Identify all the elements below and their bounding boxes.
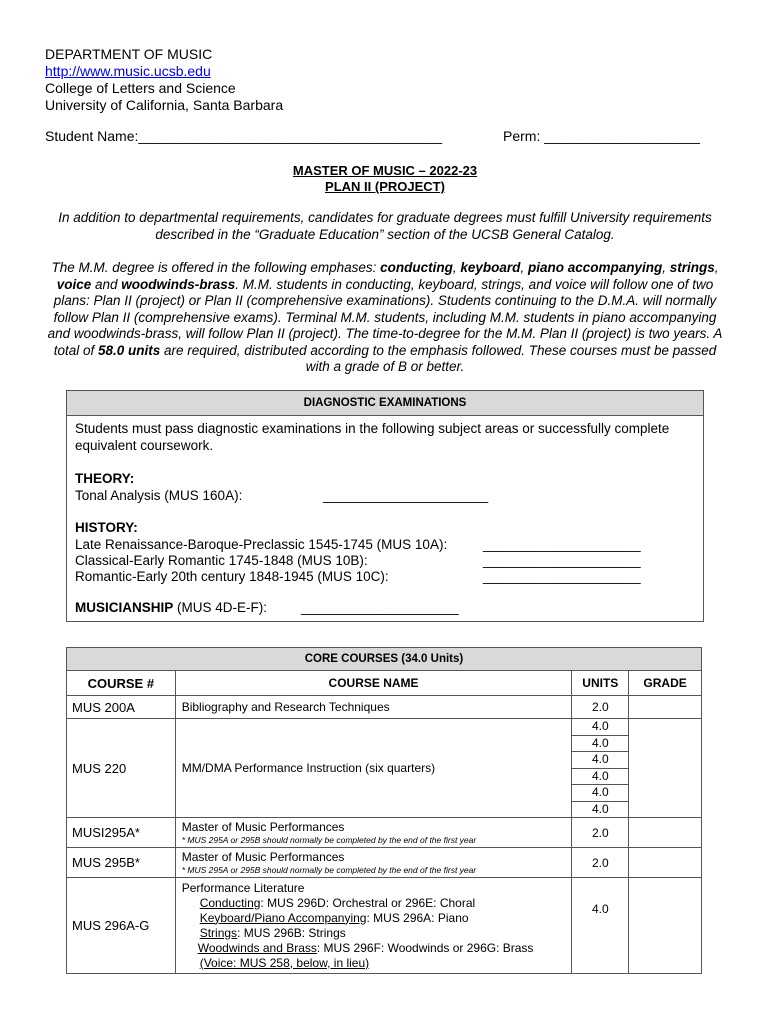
history-blank[interactable]: _____________________ (483, 553, 641, 568)
history-blank[interactable]: _____________________ (483, 569, 641, 584)
intro-paragraph: In addition to departmental requirements, candidates for graduate degrees must fulfill University requirements described in the “Graduate Education” section of the UCSB General Catalog. (58, 210, 712, 242)
document-title: MASTER OF MUSIC – 2022-23 (292, 163, 478, 178)
course-note: * MUS 295A or 295B should normally be completed by the end of the first year (181, 865, 477, 875)
unit-value: 4.0 (572, 736, 628, 753)
table-row (67, 848, 702, 878)
grade-cell[interactable] (629, 696, 702, 719)
diagnostic-intro: Students must pass diagnostic examinations in the following subject areas or successfully complete equivalent coursework. (75, 421, 670, 453)
unit-value: 4.0 (572, 719, 628, 736)
musicianship-label: MUSICIANSHIP (75, 600, 174, 615)
history-blank[interactable]: _____________________ (483, 537, 641, 552)
department-name: DEPARTMENT OF MUSIC (45, 46, 213, 62)
musicianship-item: (MUS 4D-E-F): (173, 600, 268, 615)
theory-blank[interactable]: ______________________ (323, 488, 489, 503)
grade-cell[interactable] (629, 848, 702, 878)
emphasis-line: Conducting: MUS 296D: Orchestral or 296E: Choral (199, 895, 476, 910)
history-label: HISTORY: (75, 520, 138, 535)
course-note: * MUS 295A or 295B should normally be completed by the end of the first year (181, 835, 477, 845)
perm-field[interactable]: Perm: ____________________ (503, 128, 700, 144)
course-code: MUS 200A (67, 696, 176, 719)
grade-cell[interactable] (629, 719, 702, 818)
course-name: Bibliography and Research Techniques (175, 696, 572, 719)
emphasis-line: Keyboard/Piano Accompanying: MUS 296A: Piano (199, 910, 469, 925)
table-row (67, 878, 702, 974)
course-code: MUS 295B* (67, 848, 176, 878)
department-url-link[interactable]: http://www.music.ucsb.edu (45, 63, 211, 79)
theory-label: THEORY: (75, 471, 135, 486)
course-code: MUSI295A* (67, 818, 176, 848)
course-units: 2.0 (572, 818, 629, 848)
unit-value: 4.0 (572, 752, 628, 769)
history-item: Classical-Early Romantic 1745-1848 (MUS 10B): (75, 553, 368, 568)
course-units: 4.0 (572, 878, 629, 974)
course-code: MUS 296A-G (67, 878, 176, 974)
musicianship-row (75, 600, 267, 615)
course-units: 2.0 (572, 696, 629, 719)
emphasis-line: Woodwinds and Brass: MUS 296F: Woodwinds or 296G: Brass (197, 940, 534, 955)
unit-value: 4.0 (572, 785, 628, 802)
course-name: MM/DMA Performance Instruction (six quarters) (175, 719, 572, 818)
core-courses-table (66, 647, 702, 974)
college-name: College of Letters and Science (45, 80, 236, 96)
document-subtitle: PLAN II (PROJECT) (325, 179, 445, 194)
core-courses-heading: CORE COURSES (34.0 Units) (67, 648, 702, 671)
grade-cell[interactable] (629, 818, 702, 848)
table-row (67, 818, 702, 848)
column-header-course-number: COURSE # (67, 671, 176, 696)
diagnostic-exams-box (66, 390, 704, 622)
course-name: Master of Music Performances (181, 820, 345, 834)
description-paragraph: The M.M. degree is offered in the following emphases: conducting, keyboard, piano accompanying, strings, voice and woodwinds-brass. M.M. students in conducting, keyboard, strings, and voice will follow one of two plans: Plan II (project) or Plan II (comprehensive examinations). Students continuing to the D.M.A. will normally follow Plan II (comprehensive exams). Terminal M.M. students, including M.M. students in piano accompanying and woodwinds-brass, will follow Plan II (project). The time-to-degree for the M.M. Plan II (project) is two years. A total of 58.0 units are required, distributed according to the emphasis followed. These courses must be passed with a grade of B or better. (47, 260, 723, 374)
table-row (67, 696, 702, 719)
course-name-cell (175, 878, 572, 974)
university-name: University of California, Santa Barbara (45, 97, 284, 113)
course-name: Performance Literature (181, 880, 305, 895)
musicianship-blank[interactable]: _____________________ (301, 600, 459, 615)
table-row (67, 719, 702, 818)
course-name-cell (175, 818, 572, 848)
department-header (45, 46, 283, 114)
unit-value: 4.0 (572, 769, 628, 786)
table-header-row (67, 671, 702, 696)
column-header-course-name: COURSE NAME (175, 671, 572, 696)
course-units: 2.0 (572, 848, 629, 878)
emphasis-line: Strings: MUS 296B: Strings (199, 925, 346, 940)
student-name-field[interactable]: Student Name:_______________________________________ (45, 128, 443, 144)
history-item: Late Renaissance-Baroque-Preclassic 1545-1745 (MUS 10A): (75, 537, 448, 552)
emphasis-line: (Voice: MUS 258, below, in lieu) (199, 955, 370, 970)
unit-value: 4.0 (591, 801, 609, 816)
grade-cell[interactable] (629, 878, 702, 974)
course-units (572, 719, 629, 818)
history-item: Romantic-Early 20th century 1848-1945 (MUS 10C): (75, 569, 389, 584)
course-name: Master of Music Performances (181, 850, 345, 864)
column-header-grade: GRADE (629, 671, 702, 696)
course-name-cell (175, 848, 572, 878)
theory-item: Tonal Analysis (MUS 160A): (75, 488, 243, 503)
diagnostic-body (75, 421, 695, 454)
column-header-units: UNITS (572, 671, 629, 696)
course-code: MUS 220 (67, 719, 176, 818)
diagnostic-heading: DIAGNOSTIC EXAMINATIONS (67, 391, 703, 416)
